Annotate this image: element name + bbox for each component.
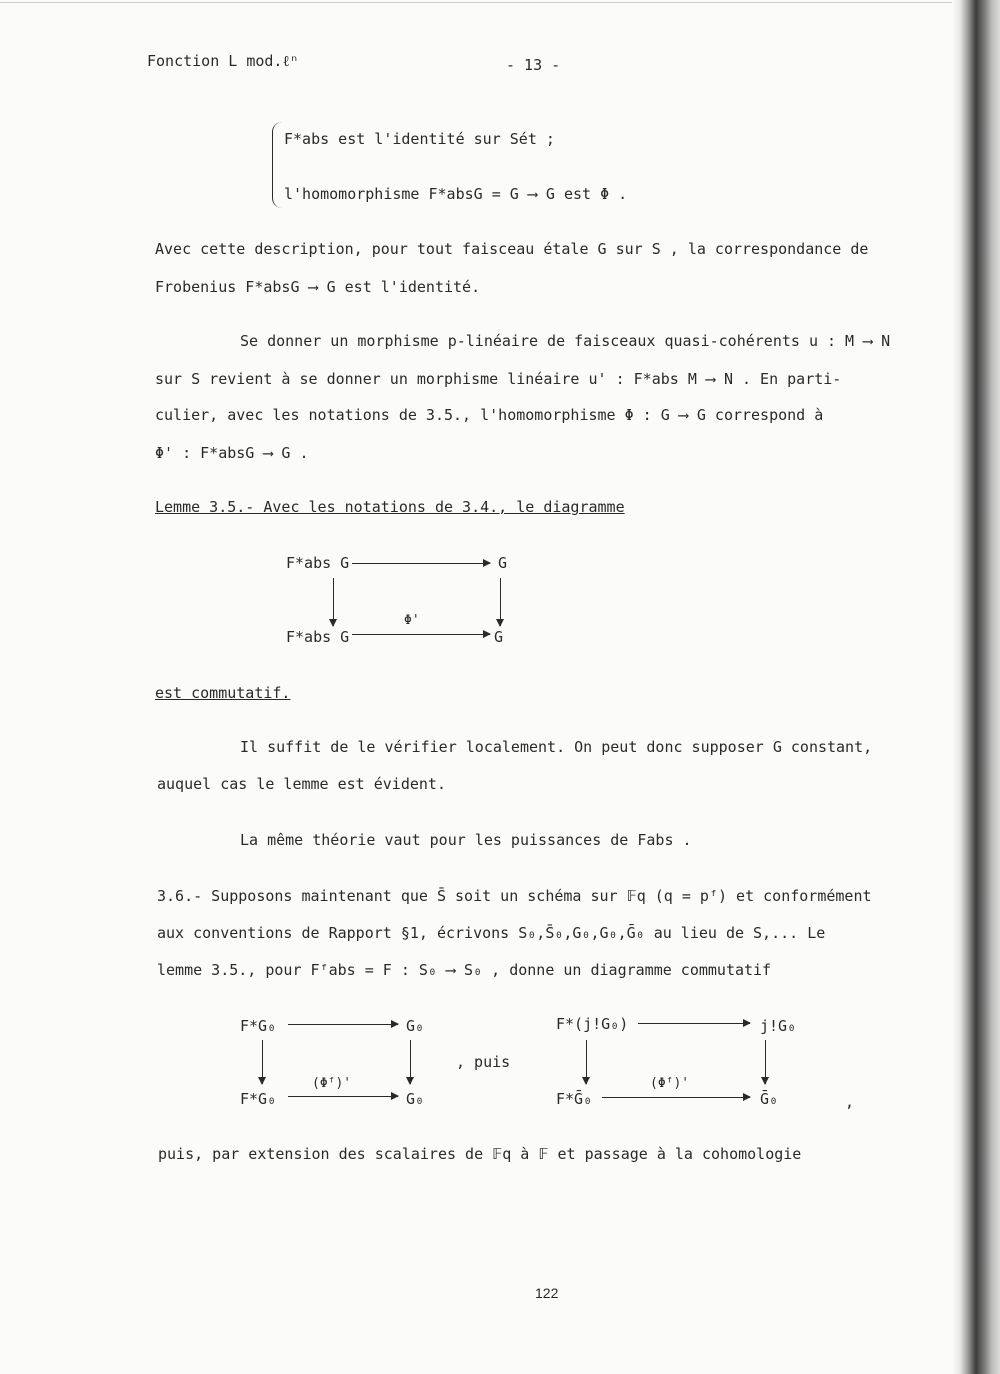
diag2-right-right-arrow [765, 1040, 766, 1084]
lemma-diagram-top-left: F*abs G [286, 554, 350, 572]
para3-line2: auquel cas le lemme est évident. [157, 775, 446, 793]
diag2-left-top-arrow [288, 1024, 398, 1025]
section36-line2: aux conventions de Rapport §1, écrivons S₀,S̄₀,G₀,G₀,Ḡ₀ au lieu de S,... Le [157, 924, 826, 942]
lemma-diagram-bottom-right: G [494, 628, 504, 646]
lemma-diagram-right-arrow [500, 578, 501, 626]
diag2-right-top-left: F*(j!G₀) [556, 1015, 629, 1033]
diag2-right-bottom-arrow [602, 1097, 750, 1098]
para2-line3: culier, avec les notations de 3.5., l'homomorphisme Φ : G ⟶ G correspond à [155, 406, 824, 424]
system-line-1: F*abs est l'identité sur Sét ; [284, 130, 555, 148]
para2-line4: Φ' : F*absG ⟶ G . [155, 444, 309, 462]
diag2-left-bottom-right: G₀ [406, 1090, 425, 1108]
lemma-diagram-top-arrow [352, 563, 490, 564]
para3-line1: Il suffit de le vérifier localement. On peut donc supposer G constant, [240, 738, 873, 756]
lemma-heading: Lemme 3.5.- Avec les notations de 3.4., le diagramme [155, 498, 625, 516]
scan-binding-shadow [952, 0, 1000, 1374]
para1-line1: Avec cette description, pour tout faisceau étale G sur S , la correspondance de [155, 240, 869, 258]
para2-line1: Se donner un morphisme p-linéaire de faisceaux quasi-cohérents u : M ⟶ N [240, 332, 891, 350]
diag2-left-label: (Φᶠ)' [312, 1076, 352, 1091]
diag2-right-left-arrow [586, 1040, 587, 1084]
diag2-left-left-arrow [262, 1040, 263, 1084]
lemma-diagram-left-arrow [333, 578, 334, 626]
diag2-right-bottom-left: F*Ḡ₀ [556, 1090, 593, 1108]
para2-line2: sur S revient à se donner un morphisme linéaire u' : F*abs M ⟶ N . En parti- [155, 370, 842, 388]
diag2-left-bottom-left: F*G₀ [240, 1090, 277, 1108]
footer-page-number: 122 [535, 1285, 559, 1301]
lemma-conclusion: est commutatif. [155, 684, 291, 702]
running-header: Fonction L mod.ℓⁿ [147, 52, 299, 70]
scan-top-edge [0, 2, 960, 3]
diag2-right-label: (Φᶠ)' [650, 1076, 690, 1091]
lemma-diagram-bottom-arrow [352, 634, 490, 635]
diag2-right-top-arrow [638, 1023, 750, 1024]
diag2-left-right-arrow [410, 1040, 411, 1084]
diag2-right-top-right: j!G₀ [760, 1017, 797, 1035]
lemma-diagram-label: Φ' [404, 613, 420, 628]
section36-line1: 3.6.- Supposons maintenant que S̄ soit un schéma sur 𝔽q (q = pᶠ) et conformément [157, 887, 872, 905]
para1-line2: Frobenius F*absG ⟶ G est l'identité. [155, 278, 481, 296]
final-line: puis, par extension des scalaires de 𝔽q à 𝔽 et passage à la cohomologie [158, 1145, 802, 1163]
diag2-left-top-left: F*G₀ [240, 1017, 277, 1035]
system-line-2: l'homomorphisme F*absG = G ⟶ G est Φ . [284, 185, 628, 203]
system-brace [272, 122, 283, 208]
para4: La même théorie vaut pour les puissances de Fabs . [240, 831, 692, 849]
page-number: - 13 - [506, 56, 561, 74]
lemma-diagram-bottom-left: F*abs G [286, 628, 350, 646]
diag2-left-bottom-arrow [288, 1096, 398, 1097]
section36-line3: lemme 3.5., pour Fᶠabs = F : S₀ ⟶ S₀ , donne un diagramme commutatif [157, 961, 772, 979]
diag2-separator: , puis [456, 1053, 511, 1071]
diag2-right-bottom-right: Ḡ₀ [760, 1090, 779, 1108]
lemma-diagram-top-right: G [498, 554, 508, 572]
diag2-end-comma: , [845, 1093, 855, 1111]
diag2-left-top-right: G₀ [406, 1017, 425, 1035]
